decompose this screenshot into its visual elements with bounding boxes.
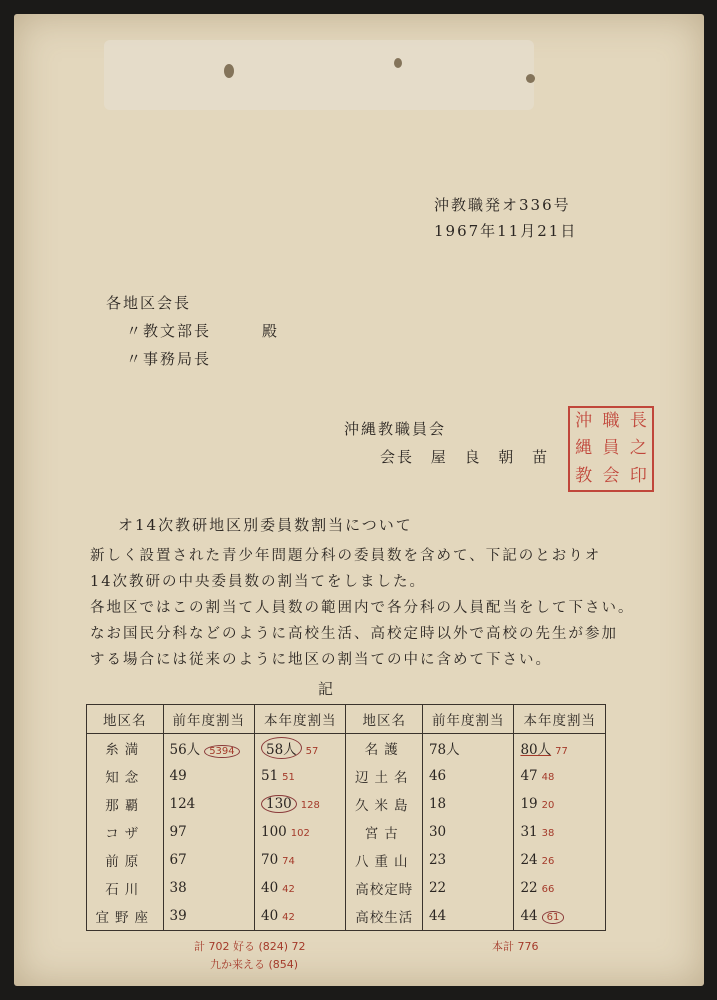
district-name: 辺土名: [346, 762, 423, 790]
previous-allocation: 67: [163, 846, 254, 874]
table-header-row: [87, 705, 606, 734]
body-line-3: 各地区ではこの割当て人員数の範囲内で各分科の人員配当をして下さい。: [90, 600, 635, 616]
handwritten-total-note-3: 本計 776: [492, 940, 539, 953]
column-header: 本年度割当: [254, 705, 345, 734]
sender-title: 会長 屋 良 朝 苗: [380, 448, 550, 466]
district-name: 知念: [87, 762, 164, 790]
column-header: 地区名: [346, 705, 423, 734]
previous-allocation: 44: [422, 902, 513, 931]
column-header: 本年度割当: [514, 705, 606, 734]
current-allocation: 51 51: [254, 762, 345, 790]
table-row: [87, 790, 606, 818]
district-name: 那覇: [87, 790, 164, 818]
current-allocation: 24 26: [514, 846, 606, 874]
current-allocation: 40 42: [254, 874, 345, 902]
district-name: 糸満: [87, 734, 164, 763]
previous-allocation: 78人: [422, 734, 513, 763]
previous-allocation: 97: [163, 818, 254, 846]
column-header: 前年度割当: [163, 705, 254, 734]
recipient-line-2: 〃教文部長: [126, 322, 212, 340]
current-allocation: 47 48: [514, 762, 606, 790]
column-header: 地区名: [87, 705, 164, 734]
district-name: 名護: [346, 734, 423, 763]
recipient-honorific: 殿: [262, 322, 280, 340]
current-allocation: 44 61: [514, 902, 606, 931]
current-allocation: 130 128: [254, 790, 345, 818]
ki-heading: 記: [318, 680, 336, 698]
handwritten-total-note-1: 計 702 好る (824) 72: [194, 940, 306, 953]
body-line-4: なお国民分科などのように高校生活、高校定時以外で高校の先生が参加: [90, 626, 618, 642]
previous-allocation: 49: [163, 762, 254, 790]
previous-allocation: 39: [163, 902, 254, 931]
table-row: [87, 762, 606, 790]
district-name: 宜野座: [87, 902, 164, 931]
previous-allocation: 18: [422, 790, 513, 818]
body-line-1: 新しく設置された青少年問題分科の委員数を含めて、下記のとおりオ: [90, 548, 602, 564]
current-allocation: 40 42: [254, 902, 345, 931]
current-allocation: 100 102: [254, 818, 345, 846]
document-number: 沖教職発オ336号: [434, 196, 571, 214]
previous-allocation: 124: [163, 790, 254, 818]
district-name: 久米島: [346, 790, 423, 818]
stain: [526, 74, 535, 83]
table-row: [87, 902, 606, 931]
document-date: 1967年11月21日: [434, 222, 578, 240]
body-line-5: する場合には従来のように地区の割当ての中に含めて下さい。: [90, 652, 552, 668]
table-row: [87, 874, 606, 902]
official-seal: 沖 職 長 縄 員 之 教 会 印: [568, 406, 654, 492]
previous-allocation: 30: [422, 818, 513, 846]
recipient-line-1: 各地区会長: [106, 294, 192, 312]
table-row: [87, 818, 606, 846]
stain: [394, 58, 402, 68]
previous-allocation: 38: [163, 874, 254, 902]
column-header: 前年度割当: [422, 705, 513, 734]
previous-allocation: 46: [422, 762, 513, 790]
previous-allocation: 23: [422, 846, 513, 874]
district-name: コザ: [87, 818, 164, 846]
district-name: 石川: [87, 874, 164, 902]
current-allocation: 80人 77: [514, 734, 606, 763]
table-row: [87, 734, 606, 763]
previous-allocation: 56人 5394: [163, 734, 254, 763]
body-line-2: 14次教研の中央委員数の割当てをしました。: [90, 574, 426, 590]
district-name: 宮古: [346, 818, 423, 846]
current-allocation: 19 20: [514, 790, 606, 818]
stain: [224, 64, 234, 78]
tape-strip: [104, 40, 534, 110]
district-name: 八重山: [346, 846, 423, 874]
table-row: [87, 846, 606, 874]
district-name: 前原: [87, 846, 164, 874]
previous-allocation: 22: [422, 874, 513, 902]
current-allocation: 22 66: [514, 874, 606, 902]
sender-organization: 沖縄教職員会: [344, 420, 447, 438]
document-page: [14, 14, 704, 986]
district-name: 高校生活: [346, 902, 423, 931]
current-allocation: 70 74: [254, 846, 345, 874]
current-allocation: 58人 57: [254, 734, 345, 763]
handwritten-total-note-2: 九か来える (854): [210, 958, 299, 971]
recipient-line-3: 〃事務局長: [126, 350, 212, 368]
district-name: 高校定時: [346, 874, 423, 902]
subject-line: オ14次教研地区別委員数割当について: [118, 516, 413, 534]
allocation-table: [86, 704, 606, 931]
current-allocation: 31 38: [514, 818, 606, 846]
